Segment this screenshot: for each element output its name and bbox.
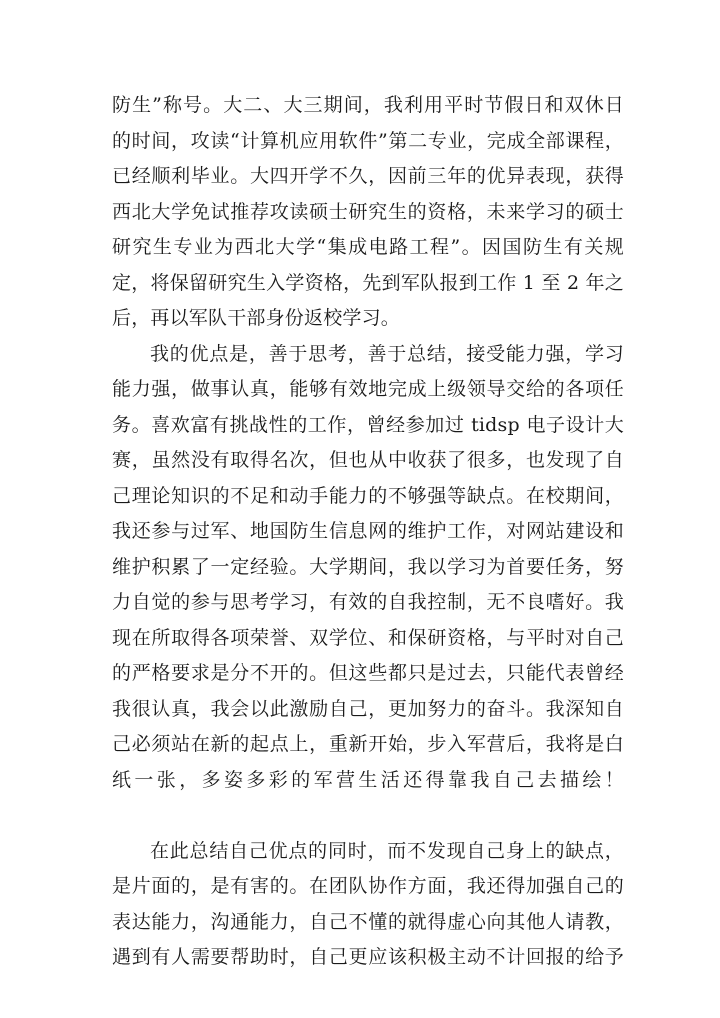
text-line: 力自觉的参与思考学习，有效的自我控制，无不良嗜好。我 <box>112 591 624 613</box>
text-line: 西北大学免试推荐攻读硕士研究生的资格，未来学习的硕士 <box>112 200 624 223</box>
text-line: 我还参与过军、地国防生信息网的维护工作，对网站建设和 <box>112 520 624 542</box>
text-line: 的时间，攻读“计算机应用软件”第二专业，完成全部课程， <box>112 129 624 152</box>
text-line: 在此总结自己优点的同时，而不发现自己身上的缺点， <box>150 839 624 862</box>
text-line: 现在所取得各项荣誉、双学位、和保研资格，与平时对自己 <box>112 626 624 649</box>
text-line: 遇到有人需要帮助时，自己更应该积极主动不计回报的给予 <box>112 946 624 968</box>
text-line: 已经顺利毕业。大四开学不久，因前三年的优异表现，获得 <box>112 165 624 187</box>
text-line: 的严格要求是分不开的。但这些都只是过去，只能代表曾经 <box>112 662 624 684</box>
paragraph-2 <box>112 337 624 834</box>
document-body <box>112 88 624 976</box>
text-line: 赛，虽然没有取得名次，但也从中收获了很多，也发现了自 <box>112 449 624 471</box>
text-line: 研究生专业为西北大学“集成电路工程”。因国防生有关规 <box>112 236 624 258</box>
text-line: 纸一张，多姿多彩的军营生活还得靠我自己去描绘！ <box>112 768 624 791</box>
text-line: 己必须站在新的起点上，重新开始，步入军营后，我将是白 <box>112 733 624 755</box>
paragraph-1 <box>112 88 624 337</box>
text-line: 定，将保留研究生入学资格，先到军队报到工作 1 至 2 年之 <box>112 271 624 294</box>
text-line: 维护积累了一定经验。大学期间，我以学习为首要任务，努 <box>112 555 624 578</box>
text-line: 能力强，做事认真，能够有效地完成上级领导交给的各项任 <box>112 378 624 400</box>
paragraph-3 <box>112 834 624 976</box>
text-line: 是片面的，是有害的。在团队协作方面，我还得加强自己的 <box>112 875 624 897</box>
text-line: 己理论知识的不足和动手能力的不够强等缺点。在校期间， <box>112 484 624 507</box>
text-line: 我很认真，我会以此激励自己，更加努力的奋斗。我深知自 <box>112 697 624 720</box>
text-line <box>112 798 624 834</box>
text-line: 后，再以军队干部身份返校学习。 <box>112 307 401 329</box>
text-line: 我的优点是，善于思考，善于总结，接受能力强，学习 <box>150 342 624 365</box>
text-line: 表达能力，沟通能力，自己不懂的就得虚心向其他人请教， <box>112 910 624 933</box>
text-line: 务。喜欢富有挑战性的工作，曾经参加过 tidsp 电子设计大 <box>112 413 624 436</box>
text-line: 防生”称号。大二、大三期间，我利用平时节假日和双休日 <box>112 94 624 116</box>
